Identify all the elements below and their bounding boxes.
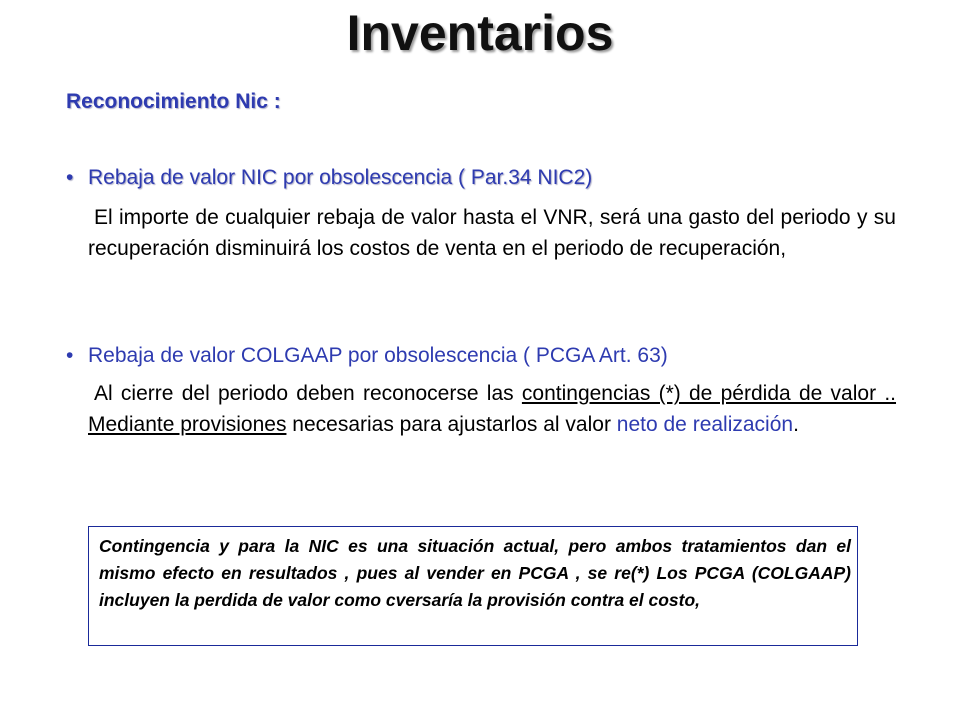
bullet-colgaap-heading (66, 344, 896, 368)
bullet-nic-body (88, 202, 896, 264)
neto-de-realizacion: neto de realización (616, 413, 794, 436)
bullet-colgaap-body (88, 378, 896, 440)
bullet-heading-text: Rebaja de valor NIC por obsolescencia ( Par.34 NIC2) (88, 166, 593, 189)
bullet-dot: • (66, 344, 74, 367)
bullet-heading-text: Rebaja de valor COLGAAP por obsolescencia ( PCGA Art. 63) (88, 344, 668, 367)
note-box: Contingencia y para la NIC es una situación actual, pero ambos tratamientos dan el mismo efecto en resultados , pues al vender en PCGA , se re(*) Los PCGA (COLGAAP) incluyen la perdida de valor como cversaría la provisión contra el costo, (88, 526, 858, 646)
body-text-part1: Al cierre del periodo deben reconocerse las (94, 382, 522, 405)
slide-title: Inventarios (346, 5, 614, 61)
section-subtitle: Reconocimiento Nic : (66, 90, 281, 113)
body-text-part2: necesarias para ajustarlos al valor (286, 413, 617, 436)
bullet-body-text: El importe de cualquier rebaja de valor hasta el VNR, será una gasto del periodo y su recuperación disminuirá los costos de venta en el periodo de recuperación, (88, 206, 896, 260)
bullet-dot: • (66, 166, 74, 189)
bullet-nic-heading (66, 166, 896, 190)
body-text-end: . (793, 413, 799, 436)
underlined-contingencias: contingencias (*) de pérdida de valor .. Mediante provisiones (88, 382, 897, 436)
